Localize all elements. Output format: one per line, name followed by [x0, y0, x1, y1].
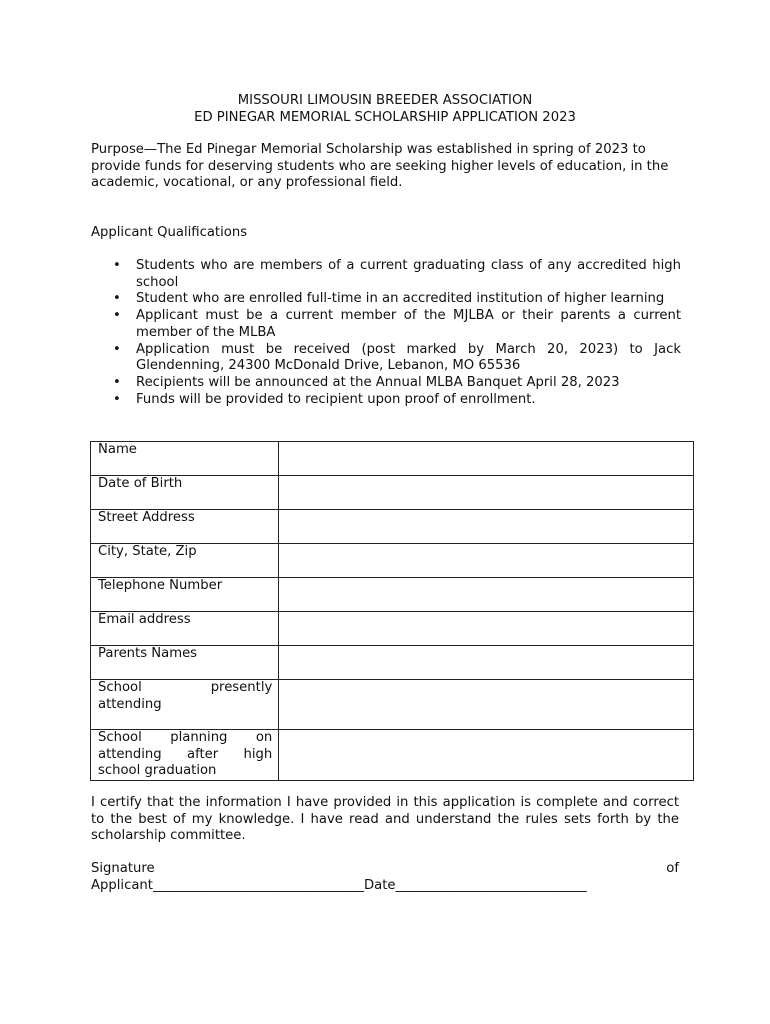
- qualification-item: [91, 392, 681, 409]
- bullet-icon: •: [113, 258, 121, 273]
- date-blank[interactable]: _____________________________: [395, 878, 587, 893]
- application-title: ED PINEGAR MEMORIAL SCHOLARSHIP APPLICATION 2023: [194, 109, 576, 125]
- signature-of-label: of: [666, 861, 679, 876]
- form-row-street-address: [91, 510, 694, 544]
- field-label-email: Email address: [91, 612, 279, 646]
- purpose-paragraph: Purpose—The Ed Pinegar Memorial Scholarship was established in spring of 2023 to provide funds for deserving students who are seeking higher levels of education, in the academic, vocational, or any professional field.: [91, 142, 669, 191]
- email-field[interactable]: [279, 612, 694, 646]
- bullet-icon: •: [113, 374, 121, 390]
- qualification-item: [91, 291, 681, 308]
- form-row-city-state-zip: [91, 544, 694, 578]
- telephone-field[interactable]: [279, 578, 694, 612]
- parents-names-field[interactable]: [279, 646, 694, 680]
- form-row-email: [91, 612, 694, 646]
- form-row-future-school: [91, 730, 694, 781]
- field-label-city-state-zip: City, State, Zip: [91, 544, 279, 578]
- current-school-field[interactable]: [279, 680, 694, 730]
- bullet-icon: •: [113, 291, 121, 307]
- field-label-name: Name: [91, 442, 279, 476]
- form-row-parents-names: [91, 646, 694, 680]
- field-label-date-of-birth: Date of Birth: [91, 476, 279, 510]
- field-label-street-address: Street Address: [91, 510, 279, 544]
- qualifications-heading: Applicant Qualifications: [91, 225, 248, 240]
- qualification-text: Funds will be provided to recipient upon proof of enrollment.: [136, 391, 536, 407]
- form-row-telephone: [91, 578, 694, 612]
- signature-line-top: [91, 861, 679, 878]
- field-label-parents-names: Parents Names: [91, 646, 279, 680]
- organization-name: MISSOURI LIMOUSIN BREEDER ASSOCIATION: [237, 93, 533, 108]
- qualification-item: [91, 258, 681, 291]
- qualification-text: Recipients will be announced at the Annual MLBA Banquet April 28, 2023: [136, 374, 620, 390]
- qualification-text: Application must be received (post marked by March 20, 2023) to Jack Glendenning, 24300 McDonald Drive, Lebanon, MO 65536: [136, 341, 681, 374]
- date-label: Date: [363, 878, 396, 893]
- document-header: [0, 93, 770, 126]
- qualification-item: [91, 375, 681, 392]
- signature-blank[interactable]: ________________________________: [152, 878, 364, 893]
- qualifications-list: [91, 258, 681, 408]
- form-row-current-school: [91, 680, 694, 730]
- qualification-text: Students who are members of a current graduating class of any accredited high school: [136, 258, 681, 290]
- bullet-icon: •: [113, 391, 121, 407]
- bullet-icon: •: [113, 341, 121, 357]
- qualification-text: Student who are enrolled full-time in an accredited institution of higher learning: [136, 291, 665, 307]
- date-of-birth-field[interactable]: [279, 476, 694, 510]
- signature-line-bottom: [91, 878, 587, 895]
- name-field[interactable]: [279, 442, 694, 476]
- applicant-info-table: [90, 441, 694, 781]
- certification-statement: I certify that the information I have provided in this application is complete and correct to the best of my knowledge. I have read and understand the rules sets forth by the scholarship committee.: [91, 795, 679, 844]
- qualification-text: Applicant must be a current member of the MJLBA or their parents a current member of the MLBA: [136, 308, 681, 340]
- bullet-icon: •: [113, 308, 121, 324]
- qualification-item: [91, 308, 681, 341]
- field-label-current-school: School presently attending: [91, 680, 279, 730]
- qualification-item: [91, 342, 681, 375]
- street-address-field[interactable]: [279, 510, 694, 544]
- city-state-zip-field[interactable]: [279, 544, 694, 578]
- future-school-field[interactable]: [279, 730, 694, 781]
- field-label-telephone: Telephone Number: [91, 578, 279, 612]
- form-row-name: [91, 442, 694, 476]
- applicant-label: Applicant: [91, 878, 153, 893]
- field-label-future-school: School planning on attending after high school graduation: [91, 730, 279, 781]
- form-row-date-of-birth: [91, 476, 694, 510]
- signature-label: Signature: [91, 861, 155, 876]
